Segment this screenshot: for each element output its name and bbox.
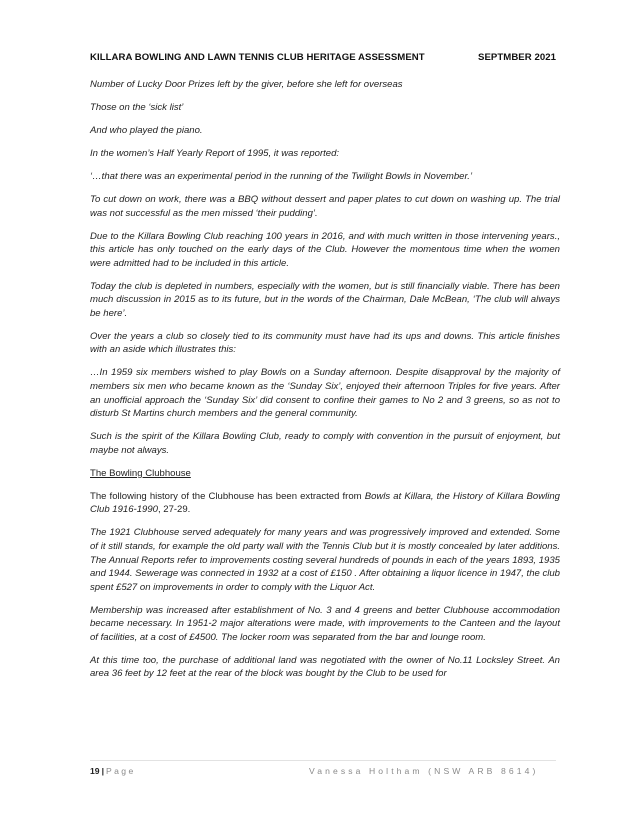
author-credit: Vanessa Holtham (NSW ARB 8614) xyxy=(309,766,539,776)
extract-paragraph: Membership was increased after establishment of No. 3 and 4 greens and better Clubhouse accommodation became necessary. In 1951-2 major alterations were made, with improvements to the Canteen and the layout of facilities, at a cost of £4500. The locker room was separated from the bar and lounge room. xyxy=(90,604,560,643)
paragraph: Those on the ‘sick list’ xyxy=(90,101,184,113)
page-number xyxy=(90,766,136,776)
paragraph: Such is the spirit of the Killara Bowling Club, ready to comply with convention in the pursuit of enjoyment, but maybe not always. xyxy=(90,431,560,456)
paragraph: Number of Lucky Door Prizes left by the giver, before she left for overseas xyxy=(90,79,403,90)
page-separator: | xyxy=(101,766,104,776)
document-title: KILLARA BOWLING AND LAWN TENNIS CLUB HERITAGE ASSESSMENT xyxy=(90,52,425,63)
extract-paragraph: The 1921 Clubhouse served adequately for many years and was progressively improved and extended. Some of it still stands, for example the old party wall with the Tennis Club but it is mostly concealed by later additions. The Annual Reports refer to improvements costing several hundreds of pounds in each of the years 1893, 1935 and 1944. Sewerage was connected in 1932 at a cost of £150 . After obtaining a liquor licence in 1947, the club spent £527 on improvements in order to comply with the Liquor Act. xyxy=(90,527,560,593)
paragraph: Due to the Killara Bowling Club reaching 100 years in 2016, and with much written in those intervening years., this article has only touched on the early days of the Club. However the momentous time when the women were admitted had to be included in this article. xyxy=(90,230,560,269)
extract-paragraph: At this time too, the purchase of additional land was negotiated with the owner of No.11 Locksley Street. An area 36 feet by 12 feet at the rear of the block was bought by the Club to be used for xyxy=(90,654,560,680)
source-title: Bowls at Killara, the History of Killara Bowling Club 1916-1990 xyxy=(90,490,560,516)
intro-paragraph xyxy=(90,490,560,517)
page-footer xyxy=(90,760,560,780)
intro-pages: , 27-29. xyxy=(157,504,191,516)
document-date: SEPTMBER 2021 xyxy=(478,52,556,63)
paragraph: Today the club is depleted in numbers, especially with the women, but is still financially viable. There has been much discussion in 2015 as to its future, but in the words of the Chairman, Dale McBean, ‘The club will always be here’. xyxy=(90,280,560,319)
paragraph: Over the years a club so closely tied to its community must have had its ups and downs. This article finishes with an aside which illustrates this: xyxy=(90,330,560,356)
page-number-value: 19 xyxy=(90,766,100,776)
footer-divider xyxy=(90,760,556,761)
quote-paragraph: ‘…that there was an experimental period in the running of the Twilight Bowls in November.’ xyxy=(90,170,473,182)
page-label: Page xyxy=(105,766,136,776)
quote-paragraph: …In 1959 six members wished to play Bowls on a Sunday afternoon. Despite disapproval by the majority of members six men who became known as the ‘Sunday Six’, enjoyed their afternoon Triples for five years. After an unofficial approach the ‘Sunday Six’ did consent to confine their games to No 2 and 3 greens, so as not to disturb St Martins church members and the general community. xyxy=(90,367,560,420)
paragraph: To cut down on work, there was a BBQ without dessert and paper plates to cut down on washing up. The trial was not successful as the men missed ‘their pudding’. xyxy=(90,193,560,219)
paragraph: And who played the piano. xyxy=(90,124,203,136)
section-heading: The Bowling Clubhouse xyxy=(90,467,191,479)
page-body xyxy=(90,78,560,690)
intro-text: The following history of the Clubhouse has been extracted from xyxy=(90,490,365,502)
paragraph: In the women’s Half Yearly Report of 1995, it was reported: xyxy=(90,147,340,159)
